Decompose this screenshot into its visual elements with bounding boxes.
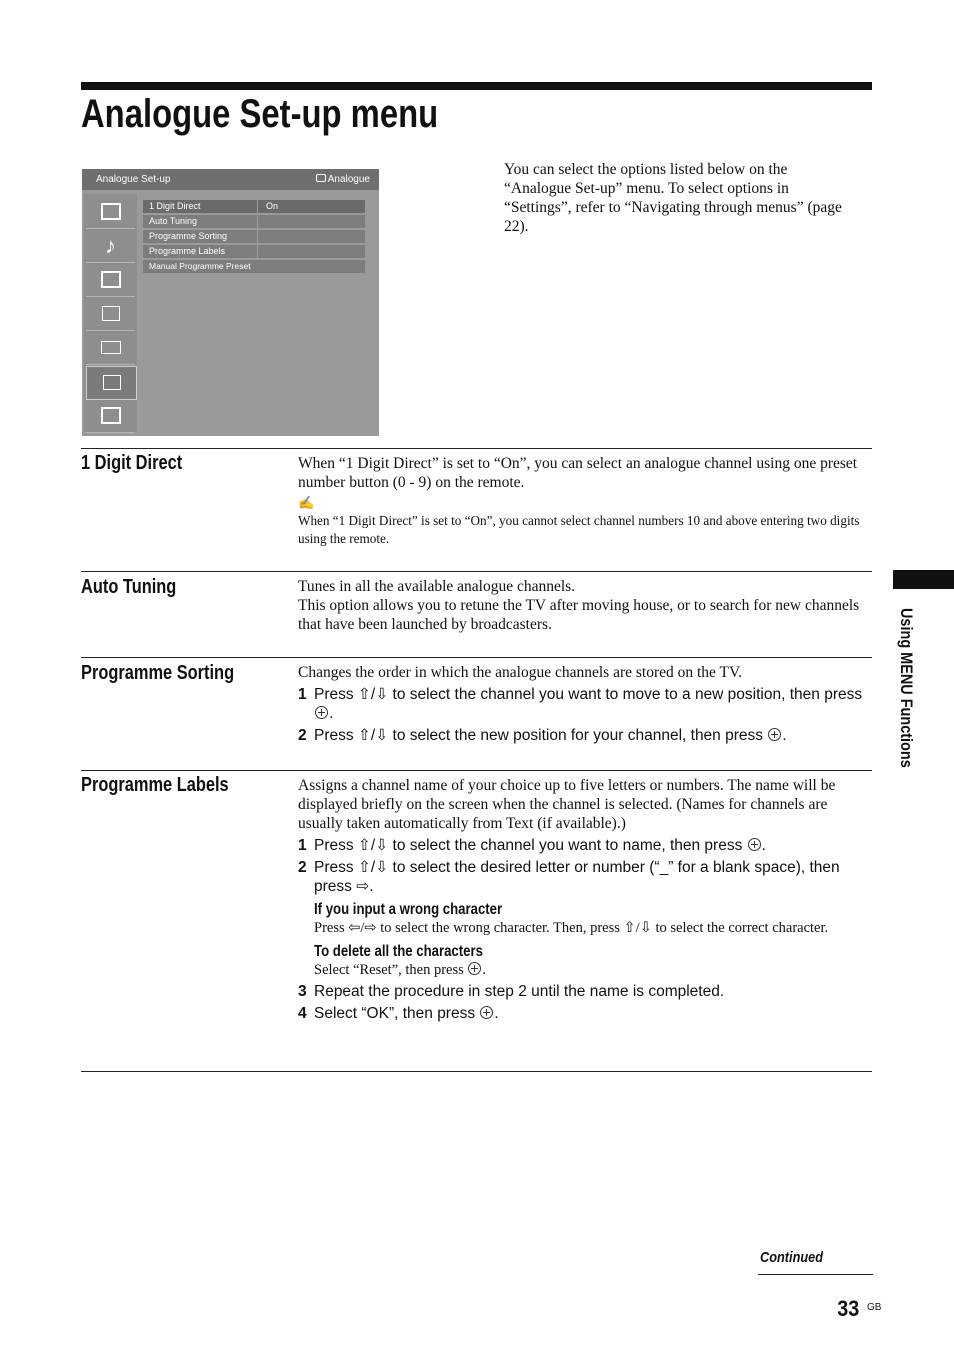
features-icon <box>86 298 135 331</box>
auto-tuning-line2: This option allows you to retune the TV after moving house, or to search for new channels that have been launched by broadcasters. <box>298 597 860 633</box>
chapter-tab <box>893 570 954 589</box>
chapter-label: Using MENU Functions <box>897 608 916 768</box>
section-body-digit-direct <box>298 454 872 547</box>
analogue-setup-icon <box>86 366 137 400</box>
sound-icon: ♪ <box>86 230 135 263</box>
section-title-programme-sorting: Programme Sorting <box>81 662 235 684</box>
enter-button-icon <box>768 728 781 741</box>
sorting-step-1 <box>298 685 872 723</box>
delete-characters-text: Select “Reset”, then press . <box>314 961 487 978</box>
labels-text: Assigns a channel name of your choice up to five letters or numbers. The name will be displayed briefly on the screen when the channel is selected. (Names for channels are usually taken automatically from Text (if available).) <box>298 777 836 832</box>
menu-header <box>82 169 379 190</box>
step-text: Repeat the procedure in step 2 until the name is completed. <box>314 983 725 1000</box>
continued-label: Continued <box>760 1249 824 1266</box>
digit-direct-text: When “1 Digit Direct” is set to “On”, you can select an analogue channel using one preset number button (0 - 9) on the remote. <box>298 455 858 491</box>
section-title-digit-direct: 1 Digit Direct <box>81 452 183 474</box>
step-number: 2 <box>298 859 307 876</box>
step-text: Select “OK”, then press <box>314 1005 476 1022</box>
picture-icon <box>86 196 135 229</box>
labels-step-1 <box>298 836 872 855</box>
section-divider <box>81 448 872 449</box>
section-title-programme-labels: Programme Labels <box>81 774 229 796</box>
section-title-auto-tuning: Auto Tuning <box>81 576 177 598</box>
intro-text: You can select the options listed below on the “Analogue Set-up” menu. To select options in “Settings”, refer to “Navigating through menus” (page 22). <box>504 161 842 235</box>
step-number: 1 <box>298 686 307 703</box>
menu-row: 1 Digit Direct On <box>143 200 365 213</box>
delete-characters-heading: To delete all the characters <box>314 942 483 960</box>
section-divider <box>81 657 872 658</box>
enter-button-icon <box>480 1006 493 1019</box>
enter-button-icon <box>748 838 761 851</box>
step-text: Press ⇧/⇩ to select the new position for your channel, then press <box>314 727 764 744</box>
menu-row: Programme Labels <box>143 245 365 258</box>
menu-header-input-label: Analogue <box>327 174 370 185</box>
screen-icon <box>86 264 135 297</box>
labels-step-2 <box>298 858 872 896</box>
enter-button-icon <box>468 962 481 975</box>
section-divider <box>81 1071 872 1072</box>
step-number: 2 <box>298 727 307 744</box>
sorting-text: Changes the order in which the analogue channels are stored on the TV. <box>298 664 743 681</box>
menu-row: Auto Tuning <box>143 215 365 228</box>
step-end: . <box>782 727 787 744</box>
step-number: 4 <box>298 1005 307 1022</box>
note-pencil-icon: ✍ <box>298 495 315 510</box>
menu-row: Manual Programme Preset <box>143 260 365 273</box>
tv-menu-screenshot <box>82 169 379 436</box>
step-end: . <box>761 837 766 854</box>
menu-header-input <box>316 174 370 185</box>
pc-icon <box>86 332 135 365</box>
section-body-auto-tuning <box>298 577 872 634</box>
top-rule <box>81 82 872 90</box>
tv-input-icon <box>316 174 326 182</box>
menu-row: Programme Sorting <box>143 230 365 243</box>
section-body-programme-sorting <box>298 663 872 745</box>
page-suffix: GB <box>867 1302 882 1313</box>
menu-header-title: Analogue Set-up <box>96 174 171 185</box>
section-divider <box>81 770 872 771</box>
page-number: 33 <box>837 1296 860 1321</box>
step-text: Press ⇧/⇩ to select the channel you want to move to a new position, then press <box>314 686 863 703</box>
step-number: 3 <box>298 983 307 1000</box>
step-number: 1 <box>298 837 307 854</box>
wrong-character-text: Press ⇦/⇨ to select the wrong character. Then, press ⇧/⇩ to select the correct character. <box>314 920 829 936</box>
page-title: Analogue Set-up menu <box>81 92 439 136</box>
step-text: Press ⇧/⇩ to select the channel you want to name, then press <box>314 837 743 854</box>
step-end: . <box>329 705 334 722</box>
section-divider <box>81 571 872 572</box>
digital-setup-icon <box>86 400 135 433</box>
labels-step-4 <box>298 1004 872 1023</box>
menu-sidebar <box>84 194 137 432</box>
section-body-programme-labels <box>298 776 872 1023</box>
sorting-step-2 <box>298 726 872 745</box>
wrong-character-heading: If you input a wrong character <box>314 901 503 918</box>
labels-step-3 <box>298 982 872 1001</box>
digit-direct-note: When “1 Digit Direct” is set to “On”, you cannot select channel numbers 10 and above entering two digits using the remote. <box>298 513 860 546</box>
enter-button-icon <box>315 706 328 719</box>
continued-rule <box>758 1274 873 1275</box>
step-text: Press ⇧/⇩ to select the desired letter or number (“_” for a blank space), then press ⇨. <box>314 859 840 895</box>
auto-tuning-line1: Tunes in all the available analogue channels. <box>298 578 576 595</box>
step-end: . <box>494 1005 499 1022</box>
